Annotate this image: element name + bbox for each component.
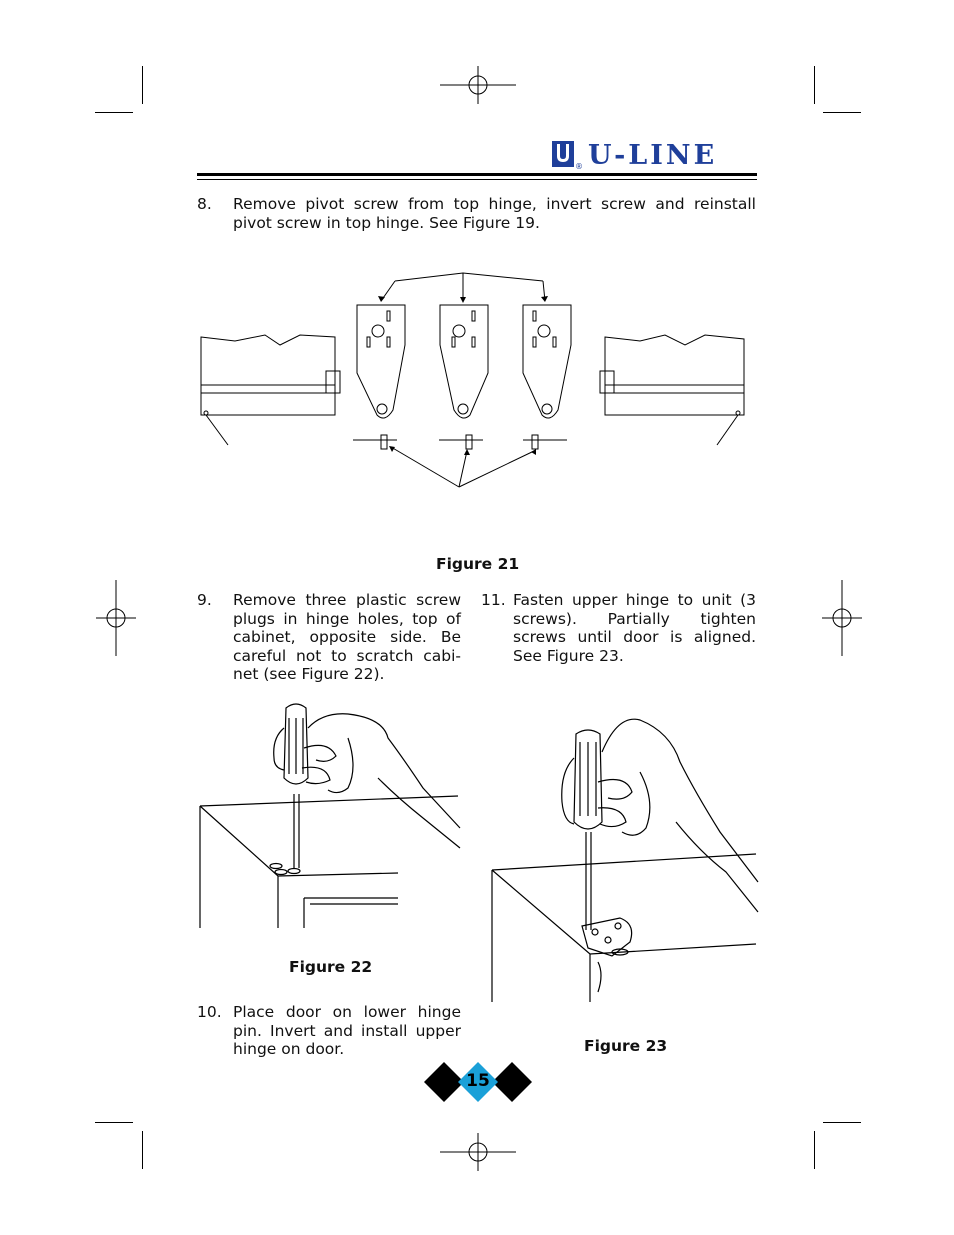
brand-header xyxy=(552,140,717,170)
step-text: Fasten upper hinge to unit (3 screws). Partially tighten screws until door is aligned. See Figure 23. xyxy=(513,591,756,665)
crop-mark xyxy=(814,66,815,104)
hinge-left xyxy=(357,305,405,418)
hinge-right xyxy=(523,305,571,418)
pointer-line xyxy=(717,415,738,445)
page-number: 15 xyxy=(466,1071,490,1091)
crop-mark xyxy=(95,112,133,113)
crop-mark xyxy=(823,112,861,113)
step-number: 8. xyxy=(197,195,212,213)
figure-21-caption: Figure 21 xyxy=(436,555,520,573)
step-number: 11. xyxy=(481,591,506,609)
hinge-middle xyxy=(440,305,488,418)
registered-mark: ® xyxy=(575,162,583,171)
step-number: 10. xyxy=(197,1003,222,1021)
brand-name: U-LINE xyxy=(588,139,718,171)
crop-mark xyxy=(814,1131,815,1169)
u-line-logo-icon xyxy=(552,140,582,170)
registration-mark xyxy=(96,580,136,656)
step-9 xyxy=(197,591,461,684)
header-rule-thick xyxy=(197,173,757,176)
figure-23-illustration xyxy=(490,712,758,1004)
crop-mark xyxy=(142,1131,143,1169)
step-10 xyxy=(197,1003,461,1059)
crop-mark xyxy=(823,1122,861,1123)
figure-21-illustration xyxy=(195,265,755,495)
step-text: Place door on lower hinge pin. Invert and install upper hinge on door. xyxy=(233,1003,461,1059)
header-rule-thin xyxy=(197,179,757,180)
left-cabinet xyxy=(201,335,335,415)
step-text: Remove three plastic screw plugs in hinge holes, top of cabinet, opposite side. Be careful not to scratch cabi-net (see Figure 22). xyxy=(233,591,461,684)
step-text: Remove pivot screw from top hinge, invert screw and reinstall pivot screw in top hinge. See Figure 19. xyxy=(233,195,756,232)
registration-mark xyxy=(440,66,516,104)
step-number: 9. xyxy=(197,591,212,609)
step-11 xyxy=(481,591,756,665)
crop-mark xyxy=(142,66,143,104)
crop-mark xyxy=(95,1122,133,1123)
step-8 xyxy=(197,195,756,232)
figure-22-illustration xyxy=(198,698,460,930)
figure-23-caption: Figure 23 xyxy=(584,1037,668,1055)
figure-22-caption: Figure 22 xyxy=(289,958,373,976)
registration-mark xyxy=(822,580,862,656)
right-cabinet xyxy=(605,335,744,415)
pointer-line xyxy=(206,415,228,445)
registration-mark xyxy=(440,1133,516,1171)
